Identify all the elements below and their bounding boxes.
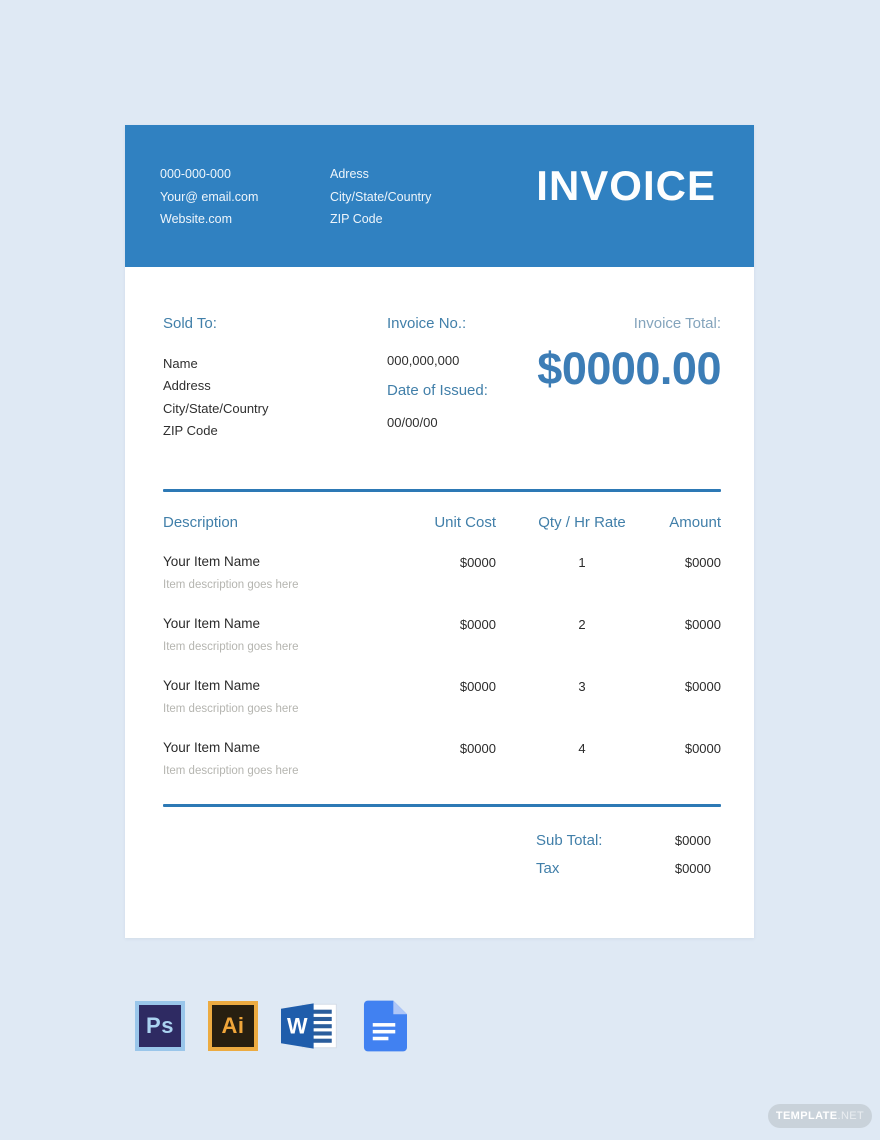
google-docs-icon[interactable] — [362, 1000, 407, 1052]
sold-to-lines — [163, 353, 387, 442]
qty-value: 4 — [578, 741, 586, 757]
letterhead-address-block — [330, 163, 536, 267]
illustrator-icon-label: Ai — [212, 1005, 254, 1047]
divider-line-bottom — [163, 804, 721, 807]
table-row — [163, 677, 721, 716]
available-format-icons — [135, 1000, 407, 1052]
table-row — [163, 553, 721, 592]
item-cell — [163, 553, 380, 592]
unit-cost-value: $0000 — [459, 679, 496, 695]
amount-value: $0000 — [684, 617, 721, 633]
tax-row — [163, 860, 721, 877]
invoice-document — [125, 125, 754, 938]
qty-value: 3 — [578, 679, 586, 695]
illustrator-icon[interactable] — [208, 1001, 258, 1051]
watermark-suffix-text: .NET — [837, 1110, 865, 1122]
sold-to-city: City/State/Country — [163, 400, 269, 416]
column-header-amount: Amount — [669, 514, 721, 532]
ms-word-icon[interactable] — [281, 1001, 339, 1051]
invoice-title: INVOICE — [536, 162, 716, 209]
invoice-letterhead — [125, 125, 754, 267]
sold-to-label: Sold To: — [163, 315, 217, 332]
subtotal-value: $0000 — [674, 833, 711, 849]
column-header-qty: Qty / Hr Rate — [538, 514, 626, 532]
website-text: Website.com — [160, 212, 233, 227]
date-issued-label: Date of Issued: — [387, 382, 488, 399]
invoice-total-amount: $0000.00 — [537, 343, 721, 394]
unit-cost-value: $0000 — [459, 617, 496, 633]
amount-value: $0000 — [684, 679, 721, 695]
photoshop-icon[interactable] — [135, 1001, 185, 1051]
template-net-watermark — [768, 1104, 872, 1128]
unit-cost-value: $0000 — [459, 555, 496, 571]
address-line: Adress — [330, 167, 369, 181]
column-header-description: Description — [163, 514, 239, 532]
tax-value: $0000 — [674, 861, 711, 877]
invoice-no-label: Invoice No.: — [387, 315, 467, 332]
invoice-body — [125, 267, 754, 877]
address-line: City/State/Country — [330, 189, 432, 204]
unit-cost-value: $0000 — [459, 741, 496, 757]
divider-line-top — [163, 489, 721, 492]
item-description: Item description goes here — [163, 641, 299, 654]
item-name: Your Item Name — [163, 554, 261, 570]
invoice-meta-block — [387, 315, 537, 442]
table-row — [163, 615, 721, 654]
sold-to-zip: ZIP Code — [163, 422, 218, 438]
item-cell — [163, 677, 380, 716]
item-name: Your Item Name — [163, 678, 261, 694]
item-name: Your Item Name — [163, 616, 261, 632]
item-description: Item description goes here — [163, 765, 299, 778]
address-line: ZIP Code — [330, 212, 383, 227]
ms-word-icon-letter: W — [287, 1013, 308, 1039]
item-cell — [163, 615, 380, 654]
item-cell — [163, 739, 380, 778]
column-header-unit-cost: Unit Cost — [434, 514, 496, 532]
qty-value: 1 — [578, 555, 586, 571]
item-name: Your Item Name — [163, 740, 261, 756]
invoice-total-label: Invoice Total: — [633, 315, 721, 332]
item-description: Item description goes here — [163, 703, 299, 716]
watermark-brand-text: TEMPLATE — [775, 1110, 838, 1122]
photoshop-icon-label: Ps — [139, 1005, 181, 1047]
subtotal-label: Sub Total: — [536, 832, 603, 850]
invoice-info-section — [163, 267, 721, 442]
qty-value: 2 — [578, 617, 586, 633]
date-issued-value: 00/00/00 — [387, 415, 438, 430]
amount-value: $0000 — [684, 741, 721, 757]
sold-to-name: Name — [163, 356, 198, 371]
phone-text: 000-000-000 — [160, 167, 231, 181]
subtotal-row — [163, 832, 721, 849]
sold-to-block — [163, 315, 387, 442]
sold-to-address: Address — [163, 378, 211, 394]
tax-label: Tax — [536, 860, 560, 878]
amount-value: $0000 — [684, 555, 721, 571]
table-row — [163, 739, 721, 778]
items-table-header — [163, 514, 721, 531]
invoice-no-value: 000,000,000 — [387, 353, 460, 368]
item-description: Item description goes here — [163, 579, 299, 592]
invoice-total-block — [537, 315, 721, 442]
email-text: Your@ email.com — [160, 189, 259, 204]
letterhead-contact-block — [160, 163, 330, 267]
